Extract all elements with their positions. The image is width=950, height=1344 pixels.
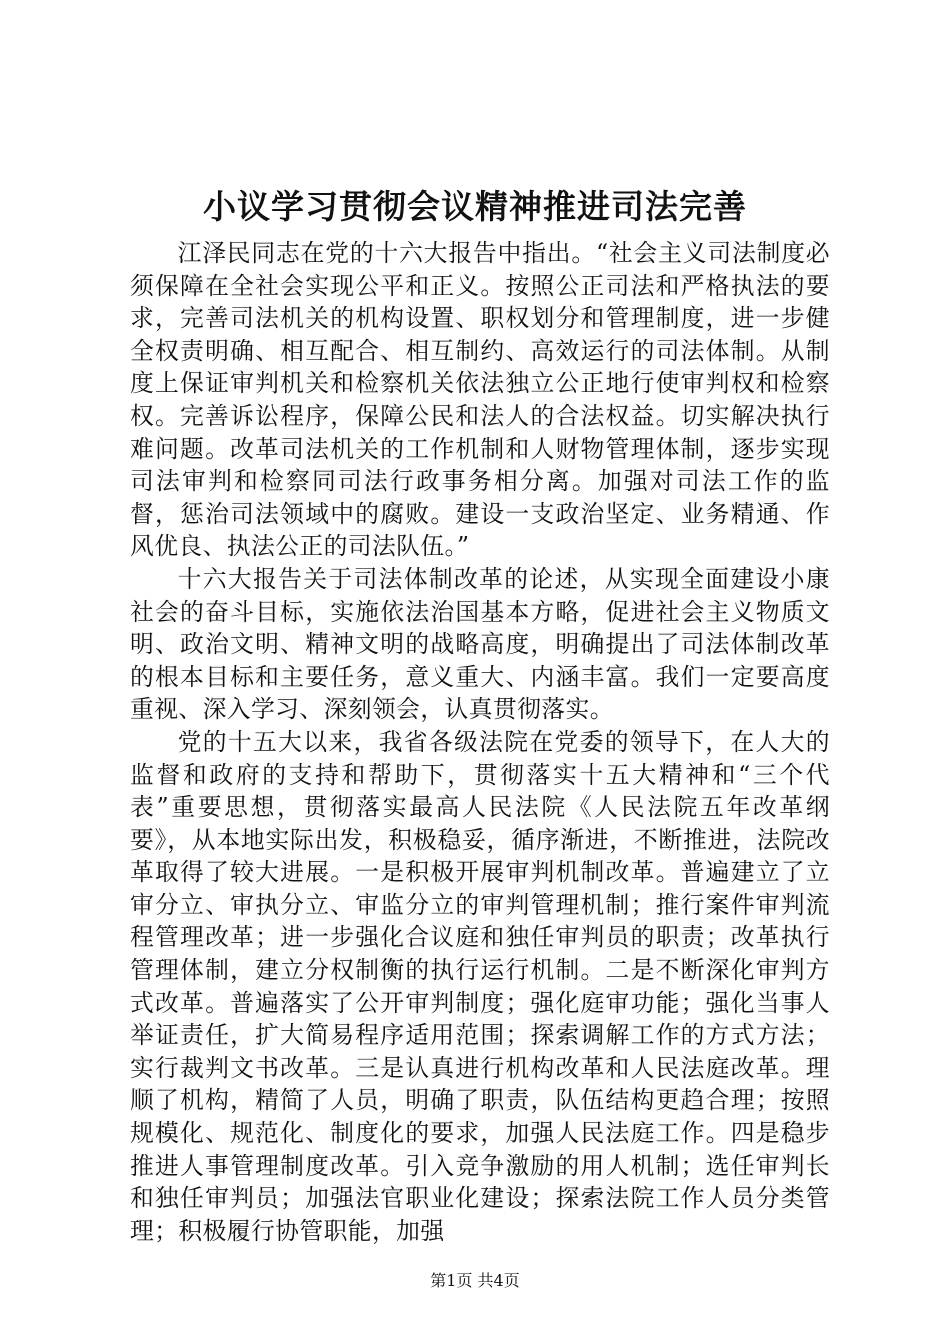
document-title: 小议学习贯彻会议精神推进司法完善	[203, 187, 747, 226]
paragraph-2: 十六大报告关于司法体制改革的论述，从实现全面建设小康社会的奋斗目标，实施依法治国基本方略，促进社会主义物质文明、政治文明、精神文明的战略高度，明确提出了司法体制改革的根本目标和主要任务，意义重大、内涵丰富。我们一定要高度重视、深入学习、深刻领会，认真贯彻落实。	[130, 564, 830, 724]
page-number-footer: 第1页 共4页	[430, 1271, 520, 1290]
document-body	[130, 237, 830, 1247]
paragraph-3: 党的十五大以来，我省各级法院在党委的领导下，在人大的监督和政府的支持和帮助下，贯彻落实十五大精神和“三个代表”重要思想，贯彻落实最高人民法院《人民法院五年改革纲要》，从本地实际出发，积极稳妥，循序渐进，不断推进，法院改革取得了较大进展。一是积极开展审判机制改革。普遍建立了立审分立、审执分立、审监分立的审判管理机制；推行案件审判流程管理改革；进一步强化合议庭和独任审判员的职责；改革执行管理体制，建立分权制衡的执行运行机制。二是不断深化审判方式改革。普遍落实了公开审判制度；强化庭审功能；强化当事人举证责任，扩大简易程序适用范围；探索调解工作的方式方法；实行裁判文书改革。三是认真进行机构改革和人民法庭改革。理顺了机构，精简了人员，明确了职责，队伍结构更趋合理；按照规模化、规范化、制度化的要求，加强人民法庭工作。四是稳步推进人事管理制度改革。引入竞争激励的用人机制；选任审判长和独任审判员；加强法官职业化建设；探索法院工作人员分类管理；积极履行协管职能，加强	[130, 727, 830, 1245]
paragraph-1: 江泽民同志在党的十六大报告中指出。“社会主义司法制度必须保障在全社会实现公平和正义。按照公正司法和严格执法的要求，完善司法机关的机构设置、职权划分和管理制度，进一步健全权责明确、相互配合、相互制约、高效运行的司法体制。从制度上保证审判机关和检察机关依法独立公正地行使审判权和检察权。完善诉讼程序，保障公民和法人的合法权益。切实解决执行难问题。改革司法机关的工作机制和人财物管理体制，逐步实现司法审判和检察同司法行政事务相分离。加强对司法工作的监督，惩治司法领域中的腐败。建设一支政治坚定、业务精通、作风优良、执法公正的司法队伍。”	[130, 239, 830, 561]
